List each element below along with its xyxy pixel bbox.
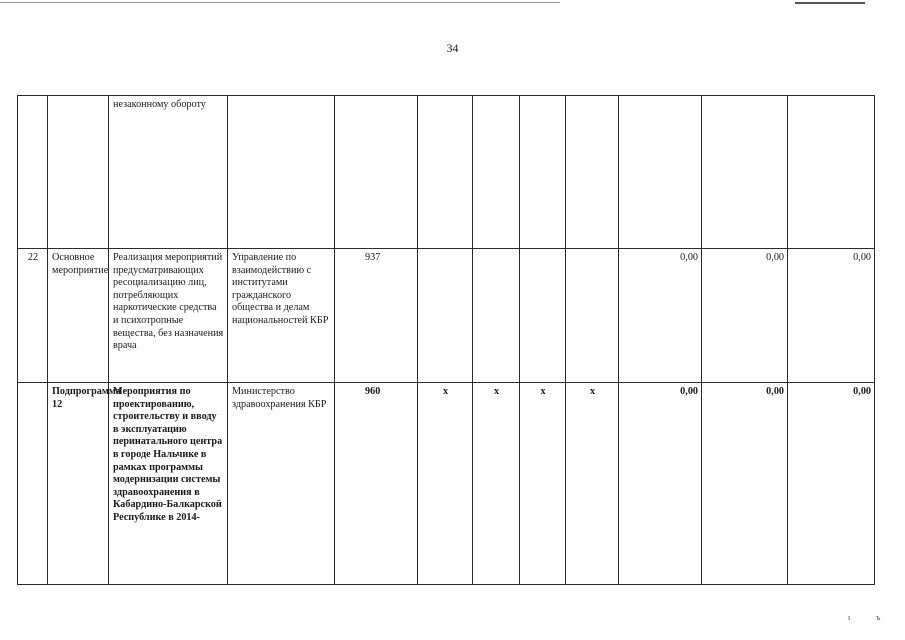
cell-col-8 (520, 249, 566, 383)
cell-amount-1: 0,00 (619, 249, 702, 383)
cell-col-9 (566, 249, 619, 383)
cell-amount-1 (619, 96, 702, 249)
cell-col-7: х (473, 383, 520, 585)
cell-col-6 (418, 96, 473, 249)
cell-amount-2: 0,00 (702, 383, 788, 585)
cell-number: 22 (18, 249, 48, 383)
cell-executor (228, 96, 335, 249)
cell-number (18, 383, 48, 585)
cell-col-6 (418, 249, 473, 383)
cell-code (335, 96, 418, 249)
table-row (18, 383, 875, 585)
table-row (18, 249, 875, 383)
cell-status: Подпрограмма 12 (48, 383, 109, 585)
cell-code: 937 (335, 249, 418, 383)
cell-number (18, 96, 48, 249)
cell-status: Основное мероприятие (48, 249, 109, 383)
page-number: 34 (446, 41, 459, 55)
cell-code: 960 (335, 383, 418, 585)
scan-edge-mark (795, 2, 865, 4)
table-row (18, 96, 875, 249)
cell-amount-3: 0,00 (788, 249, 875, 383)
cell-amount-1: 0,00 (619, 383, 702, 585)
cell-col-8: х (520, 383, 566, 585)
cell-col-9: х (566, 383, 619, 585)
cell-amount-3 (788, 96, 875, 249)
program-table (17, 95, 875, 585)
cell-col-7 (473, 96, 520, 249)
cell-col-8 (520, 96, 566, 249)
cell-executor: Управление по взаимодействию с институтами гражданского общества и делам национальностей КБР (228, 249, 335, 383)
cell-col-6: х (418, 383, 473, 585)
cell-col-7 (473, 249, 520, 383)
cell-amount-2: 0,00 (702, 249, 788, 383)
cell-title: Мероприятия по проектированию, строительству и вводу в эксплуатацию перинатального центра в городе Нальчике в рамках программы модернизации системы здравоохранения в Кабардино-Балкарской Республике в 2014- (109, 383, 228, 585)
cell-title: незаконному обороту (109, 96, 228, 249)
scan-corner-marks: ı ъ (848, 613, 893, 622)
scan-edge-line (0, 2, 560, 3)
cell-col-9 (566, 96, 619, 249)
cell-amount-3: 0,00 (788, 383, 875, 585)
cell-executor: Министерство здравоохранения КБР (228, 383, 335, 585)
cell-status (48, 96, 109, 249)
cell-amount-2 (702, 96, 788, 249)
cell-title: Реализация мероприятий предусматривающих ресоциализацию лиц, потребляющих наркотические средства и психотропные вещества, без назначения врача (109, 249, 228, 383)
